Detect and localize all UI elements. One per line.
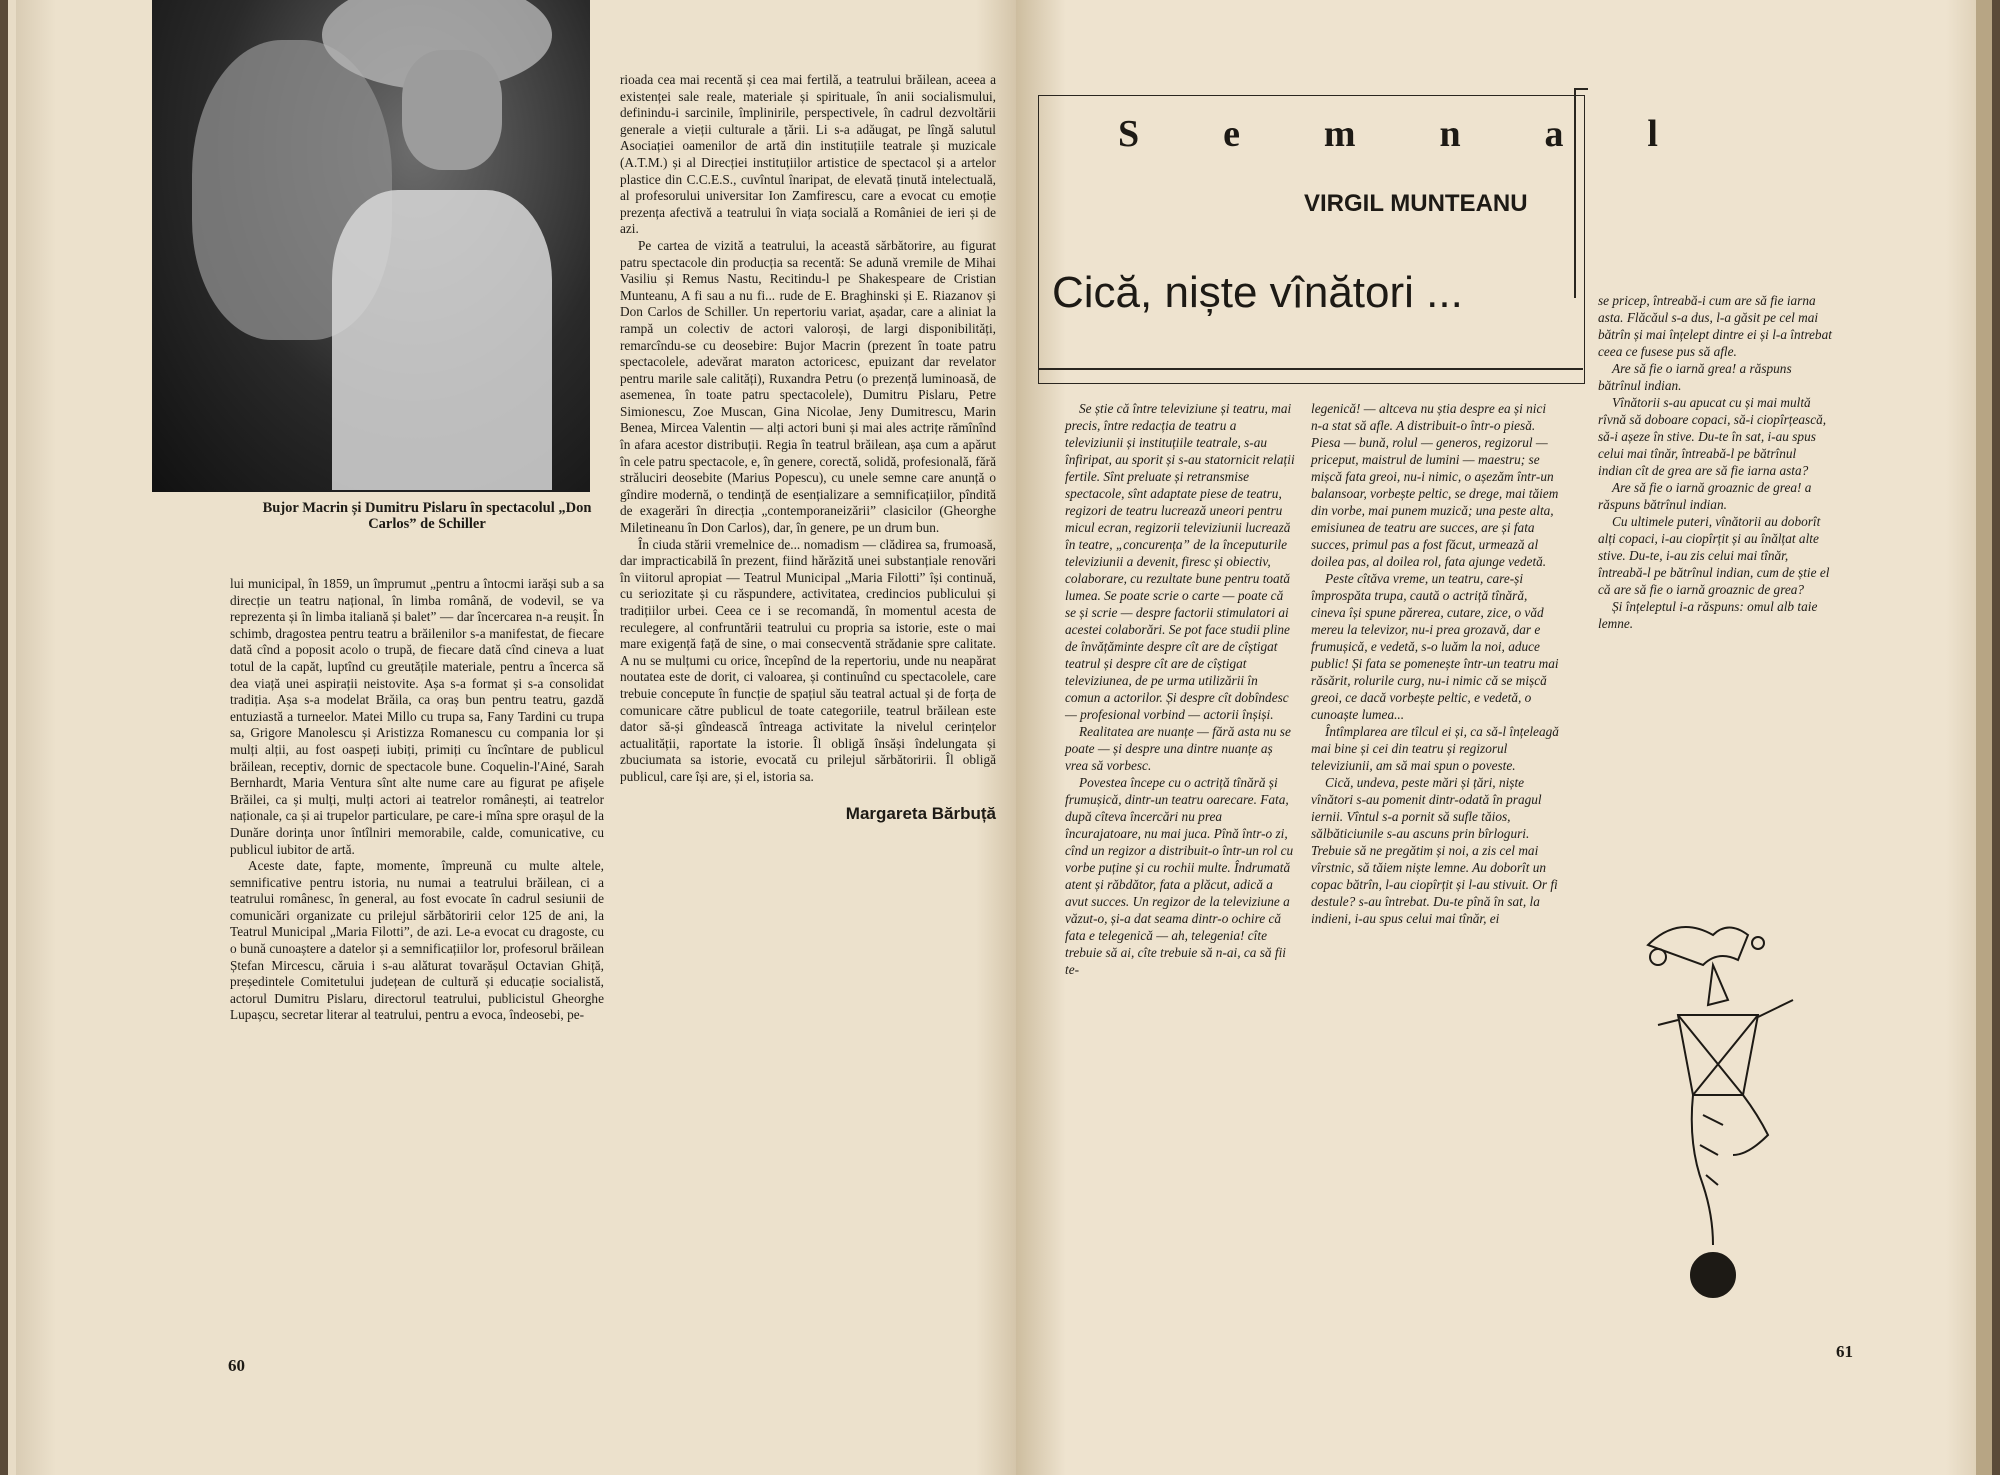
paragraph: Aceste date, fapte, momente, împreună cu multe altele, semnificative pentru istoria, nu numai a teatrului brăilean, ci a teatrului românesc, în general, au fost evocate în cadrul sesiunii de comunicări organizate cu prilejul sărbătoririi celor 125 de ani, la Teatrul Municipal „Maria Filotti”, de azi. Le-a evocat cu dragoste, cu o bună cunoaștere a datelor și a semnificațiilor lor, profesorul brăilean Ștefan Mircescu, căruia i s-au alăturat tovarășul Octavian Ghiță, președintele Comitetului județean de cultură și educație socialistă, actorul Dumitru Pislaru, directorul teatrului, publicistul Gheorghe Lupașcu, secretar literar al teatrului, pentru a evoca, îndeosebi, pe-: [230, 858, 604, 1023]
paragraph: rioada cea mai recentă și cea mai fertilă, a teatrului brăilean, aceea a existenței sale reale, materiale și spirituale, în anii socialismului, definindu-i sarcinile, împlinirile, perspectivele, în cadrul dezvoltării generale a vieții culturale a țării. Li s-a adăugat, pe lîngă salutul Asociației oamenilor de artă din instituțiile teatrale și muzicale (A.T.M.) și al Direcției instituțiilor artistice de spectacol și a artelor plastice din C.C.E.S., cuvîntul înaripat, de elevată ținută intelectuală, al profesorului universitar Ion Zamfirescu, care a evocat cu emoție prezența afectivă a teatrului în viața socială a României de ieri și de azi.: [620, 72, 996, 237]
paragraph: Realitatea are nuanțe — fără asta nu se poate — și despre una dintre nuanțe aș vrea să vorbesc.: [1065, 724, 1291, 773]
harlequin-illustration: [1618, 905, 1818, 1305]
rubric-letter: a: [1544, 113, 1564, 155]
page-number-right: 61: [1836, 1342, 1853, 1361]
paragraph: se pricep, întreabă-i cum are să fie iarna asta. Flăcăul s-a dus, l-a găsit pe cel mai bătrîn și mai înțelept dintre ei și l-a întrebat ceea ce fusese pus să afle.: [1598, 293, 1832, 359]
paragraph: Povestea începe cu o actriță tînără și frumușică, dintr-un teatru oarecare. Fata, după cîteva încercări nu prea încurajatoare, nu mai juca. Pînă într-o zi, cînd un regizor a distribuit-o într-un rol cu vorbe puține și cu rochii multe. Îndrumată atent și răbdător, fata a plăcut, adică a avut succes. Un regizor de la televiziune a văzut-o, și-a dat seama dintr-o ochire că fata e telegenică — ah, telegenia! cîte trebuie să ai, cîte trebuie să n-ai, ca să fii te-: [1065, 775, 1294, 977]
photo-face: [402, 50, 502, 170]
theatre-photo: [152, 0, 590, 492]
rubric-title: [1118, 112, 1658, 156]
right-column-3: [1598, 292, 1832, 632]
paragraph: În ciuda stării vremelnice de... nomadism — clădirea sa, frumoasă, dar impracticabilă în prezent, fiind hărăzită unei substanțiale renovări în viitorul apropiat — Teatrul Municipal „Maria Filotti” își continuă, cu seriozitate și cu răspundere, activitatea, credincios publicului și tradițiilor urbei. Ceea ce i se recomandă, în momentul acesta de reculegere, al confruntării teatrului cu propria sa istorie, este o mai mare exigență față de sine, o mai consecventă strădanie spre calitate. A nu se mulțumi cu orice, începînd de la repertoriu, unde nu neapărat noutatea este de dorit, ci valoarea, și continuînd cu spectacolele, care trebuie concepute în funcție de spațiul său teatral actual și de forța de comunicare către publicul de toate categoriile, teatrul brăilean este dator să-și gîndească întreaga activitate la nivelul cerințelor actualității, raportate la istorie. Îl obligă însăși îndelungata și zbuciumata sa istorie, evocată cu prilejul sărbătoririi. Îl obligă publicul, care își are, și el, istoria sa.: [620, 536, 996, 784]
photo-figure-right: [332, 190, 552, 490]
header-rule: [1038, 368, 1583, 370]
paragraph: Peste cîtăva vreme, un teatru, care-și împrospăta trupa, caută o actriță tînără, cineva își spune părerea, cutare, zice, o văd mereu la televizor, nu-i prea grozavă, dar e frumușică, e vedetă, s-o luăm la noi, aduce public! Și fata se pomenește într-un teatru mai răsărit, rolurile curg, nu-i nimic că se mișcă greoi, ce dacă vorbește peltic, e vedetă, o cunoaște lumea...: [1311, 571, 1559, 722]
photo-caption: Bujor Macrin și Dumitru Pislaru în spectacolul „Don Carlos” de Schiller: [262, 500, 592, 532]
page-number-left: 60: [228, 1356, 245, 1375]
right-column-1: [1065, 400, 1295, 978]
paragraph: lui municipal, în 1859, un împrumut „pentru a întocmi iarăși sub a sa direcție un teatru național, în limba română, de vodevil, se va reprezenta și în limba italiană și balet” — dar încercarea n-a reușit. În schimb, dragostea pentru teatru a brăilenilor s-a manifestat, de fiecare dată cînd a poposit acolo o trupă, de fiecare dată cînd cineva a luat totul de la capăt, luptînd cu greutățile materiale, pentru a încerca să dea viață unei aspirații neistovite. Așa s-a format și s-a consolidat tradiția. Așa s-a modelat Brăila, ca oraș bun pentru teatru, gazdă entuziastă a turneelor. Matei Millo cu trupa sa, Fany Tardini cu trupa sa, Grigore Manolescu și Aristizza Romanescu cu compania lor și mulți alții, au fost oaspeți iubiți, primiți cu încîntare de publicul brăilean, receptiv, dornic de spectacole bune. Coquelin-l'Ainé, Sarah Bernhardt, Maria Ventura sînt alte nume care au figurat pe afișele Brăilei, ca și mulți, mulți actori ai teatrelor românești, ai teatrelor naționale, ca și ai trupelor particulare, pe care-i mîna spre orașul de la Dunăre dorința unor întîlniri memorabile, calde, comunicative, cu publicul iubitor de artă.: [230, 576, 604, 857]
rubric-letter: S: [1118, 113, 1140, 155]
rubric-letter: e: [1223, 113, 1240, 155]
paragraph: legenică! — altceva nu știa despre ea și nici n-a stat să afle. A distribuit-o într-o piesă. Piesa — bună, rolul — generos, regizorul — priceput, maistrul de lumini — maestru; se mișcă fata greoi, nu-i nimic, o așezăm într-un balansoar, vorbește peltic, se drege, mai tăiem din vorbe, mai punem muzică; una peste alta, emisiunea de teatru are succes, are și fata succes, primul pas a fost făcut, urmează al doilea pas, al doilea rol, fata ajunge vedetă.: [1311, 401, 1559, 569]
left-column-2: [620, 72, 996, 822]
rubric-letter: n: [1439, 113, 1461, 155]
left-page: [16, 0, 1016, 1475]
corner-rule: [1574, 88, 1588, 90]
author-signature: Margareta Bărbuță: [845, 803, 996, 823]
article-author: VIRGIL MUNTEANU: [1304, 190, 1528, 217]
rubric-letter: l: [1647, 113, 1658, 155]
paragraph: Vînătorii s-au apucat cu și mai multă rîvnă să doboare copaci, să-i ciopîrțească, să-i așeze în stive. Du-te în sat, i-au spus celui mai tînăr, întreabă-l pe bătrînul indian cît de grea are să fie iarna asta?: [1598, 395, 1827, 478]
page-edge: [1976, 0, 1992, 1475]
paragraph: Are să fie o iarnă groaznic de grea! a răspuns bătrînul indian.: [1598, 480, 1812, 512]
paragraph: Cu ultimele puteri, vînătorii au doborît alți copaci, i-au ciopîrțit și au înălțat alte stive. Du-te, i-au zis celui mai tînăr, întreabă-l pe bătrînul indian, cum de știe el că are să fie o iarnă groaznic de grea?: [1598, 514, 1830, 597]
left-column-1: [230, 576, 604, 1024]
paragraph: Are să fie o iarnă grea! a răspuns bătrînul indian.: [1598, 361, 1792, 393]
rubric-letter: m: [1323, 113, 1356, 155]
paragraph: Cică, undeva, peste mări și țări, niște vînători s-au pomenit dintr-odată în pragul iernii. Vîntul s-a pornit să sufle tăios, sălbăticiunile s-au ascuns prin bîrloguri. Trebuie să ne pregătim și noi, a zis cel mai vîrstnic, să tăiem niște lemne. Au doborît un copac bătrîn, l-au ciopîrțit și l-au stivuit. Or fi destule? s-au întrebat. Du-te pînă în sat, la indieni, i-au spus celui mai tînăr, ei: [1311, 775, 1558, 926]
paragraph: Întîmplarea are tîlcul ei și, ca să-l înțeleagă mai bine și cei din teatru și regizorul televiziunii, am să mai spun o poveste.: [1311, 724, 1559, 773]
paragraph: Se știe că între televiziune și teatru, mai precis, între redacția de teatru a televiziunii și instituțiile teatrale, s-au înfiripat, au sporit și s-au statornicit relații fertile. Sînt preluate și retransmise spectacole, sînt adaptate piese de teatru, regizori de teatru lucrează uneori pentru micul ecran, regizorii televiziunii lucrează în teatre, „concurența” de la începuturile televiziunii a devenit, firesc și obiectiv, colaborare, cu rezultate bune pentru toată lumea. Se poate scrie o carte — poate că se și scrie — despre factorii stimulatori ai acestei colaborări. Se pot face studii pline de învățăminte despre cît are de cîștigat teatrul și despre cît are de cîștigat televiziunea, de pe urma utilizării în comun a actorilor. Și despre cît dobîndesc — profesional vorbind — actorii înșiși.: [1065, 401, 1295, 722]
right-column-2: [1311, 400, 1559, 927]
article-title: Cică, niște vînători ...: [1052, 268, 1463, 317]
magazine-spread: [8, 0, 1992, 1475]
paragraph: Pe cartea de vizită a teatrului, la această sărbătorire, au figurat patru spectacole din producția sa recentă: Se adună vremile de Mihai Vasiliu și Remus Nastu, Recitindu-l pe Shakespeare de Cristian Munteanu, A fi sau a nu fi... rude de E. Braghinski și E. Riazanov și Don Carlos de Schiller. Un repertoriu variat, așadar, care a aliniat la rampă un colectiv de actori valoroși, de largi disponibilități, remarcîndu-se cu deosebire: Bujor Macrin (prezent în toate patru spectacolele, adevărat maraton actoricesc, epuizant dar revelator pentru marile sale calități), Ruxandra Petru (o prezență luminoasă, de asemenea, în toate patru spectacolele), Dumitru Pislaru, Petre Simionescu, Zoe Muscan, Gina Nicolae, Jeny Dumitrescu, Marin Benea, Mircea Valentin — alți actori buni și mai ales actrițe rămînînd în afara acestor distribuții. Regia în teatrul brăilean, așa cum a apărut în cele patru spectacole, e, în genere, corectă, solidă, profesională, fără străluciri deosebite (Marius Popescu), cu unele semne care anunță o gîndire modernă, o tendință de esențializare a semnificațiilor, pîndită de exagerări în direcția „contemporaneizării” clasicilor (Gheorghe Miletineanu în Don Carlos), dar, în genere, pe un drum bun.: [620, 237, 996, 536]
paragraph: Și înțeleptul i-a răspuns: omul alb taie lemne.: [1598, 599, 1818, 631]
